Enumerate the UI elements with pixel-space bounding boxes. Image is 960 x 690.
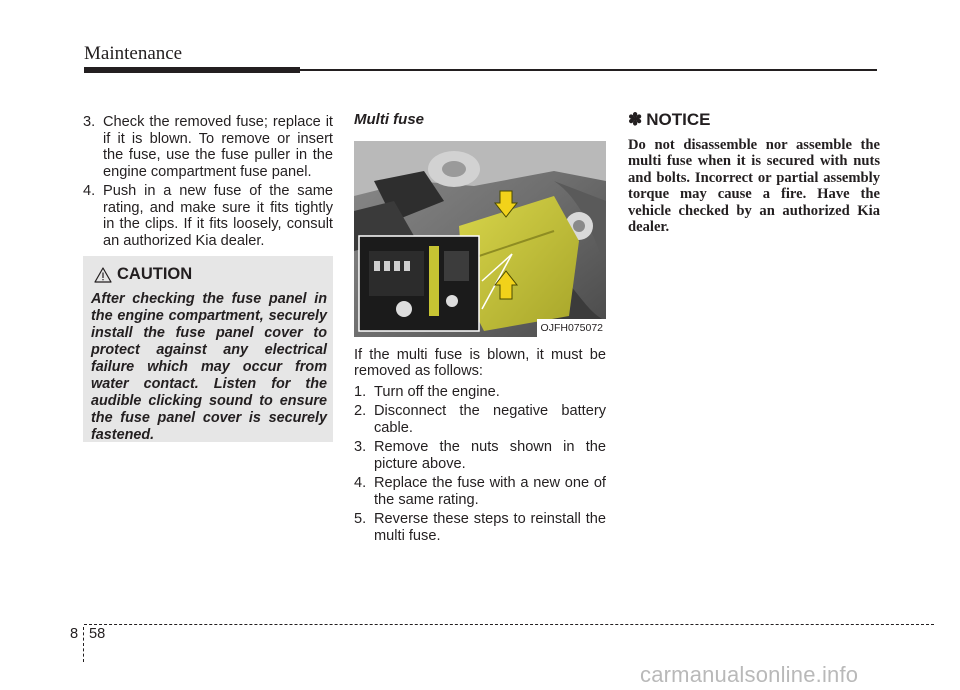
list-item bbox=[83, 114, 333, 180]
list-item bbox=[354, 384, 606, 401]
fuse-steps-list bbox=[83, 114, 333, 249]
watermark: carmanualsonline.info bbox=[640, 662, 859, 687]
intro-text: If the multi fuse is blown, it must be removed as follows: bbox=[354, 346, 606, 379]
list-item bbox=[354, 511, 606, 544]
list-item bbox=[354, 403, 606, 436]
header-rule-thin bbox=[300, 69, 877, 71]
step-text: Disconnect the negative battery cable. bbox=[374, 403, 606, 436]
step-number: 5. bbox=[354, 511, 367, 527]
list-item bbox=[354, 475, 606, 508]
header-rule-thick bbox=[84, 67, 300, 73]
step-number: 1. bbox=[354, 383, 367, 400]
caution-text: After checking the fuse panel in the engine compartment, securely install the fuse panel cover to protect against any electrical failure which may occur from water contact. Listen for the audible clicking sound to ensure the fuse panel cover is securely fastened. bbox=[91, 291, 327, 443]
step-text: Turn off the engine. bbox=[374, 383, 500, 400]
step-text: Check the removed fuse; replace it if it is blown. To remove or insert the fuse, use the fuse puller in the engine compartment fuse panel. bbox=[103, 114, 333, 180]
step-number: 2. bbox=[354, 403, 367, 419]
step-text: Replace the fuse with a new one of the same rating. bbox=[374, 475, 606, 508]
footer-vertical-divider bbox=[83, 627, 84, 662]
step-number: 3. bbox=[354, 439, 367, 455]
page-header-title: Maintenance bbox=[84, 43, 183, 64]
section-title: Multi fuse bbox=[354, 111, 424, 128]
step-number: 3. bbox=[83, 114, 96, 130]
notice-star-icon: ✽ bbox=[628, 110, 643, 129]
list-item bbox=[83, 183, 333, 249]
warning-triangle-icon bbox=[94, 267, 112, 283]
step-text: Remove the nuts shown in the picture above. bbox=[374, 439, 606, 472]
right-column bbox=[628, 112, 880, 236]
notice-title: NOTICE bbox=[646, 110, 711, 129]
notice-header bbox=[628, 112, 880, 129]
step-text: Reverse these steps to reinstall the multi fuse. bbox=[374, 511, 606, 544]
left-column bbox=[83, 114, 333, 252]
chapter-number: 8 bbox=[70, 626, 79, 642]
engine-compartment-image bbox=[354, 141, 606, 337]
page-number: 58 bbox=[89, 626, 106, 642]
image-code-label: OJFH075072 bbox=[537, 319, 606, 337]
multi-fuse-steps-list bbox=[354, 384, 606, 545]
step-number: 4. bbox=[354, 475, 367, 491]
middle-column bbox=[354, 112, 606, 547]
step-number: 4. bbox=[83, 183, 96, 199]
step-text: Push in a new fuse of the same rating, and make sure it fits tightly in the clips. If it fits loosely, consult an authorized Kia dealer. bbox=[103, 183, 333, 249]
notice-text: Do not disassemble nor assemble the multi fuse when it is secured with nuts and bolts. Incorrect or partial assembly torque may cause a fire. Have the vehicle checked by an authorized Kia dealer. bbox=[628, 136, 880, 235]
list-item bbox=[354, 439, 606, 472]
caution-header bbox=[94, 265, 192, 284]
multi-fuse-photo bbox=[354, 141, 606, 337]
footer-divider bbox=[84, 624, 934, 625]
caution-box bbox=[83, 256, 333, 442]
caution-title: CAUTION bbox=[117, 265, 193, 283]
